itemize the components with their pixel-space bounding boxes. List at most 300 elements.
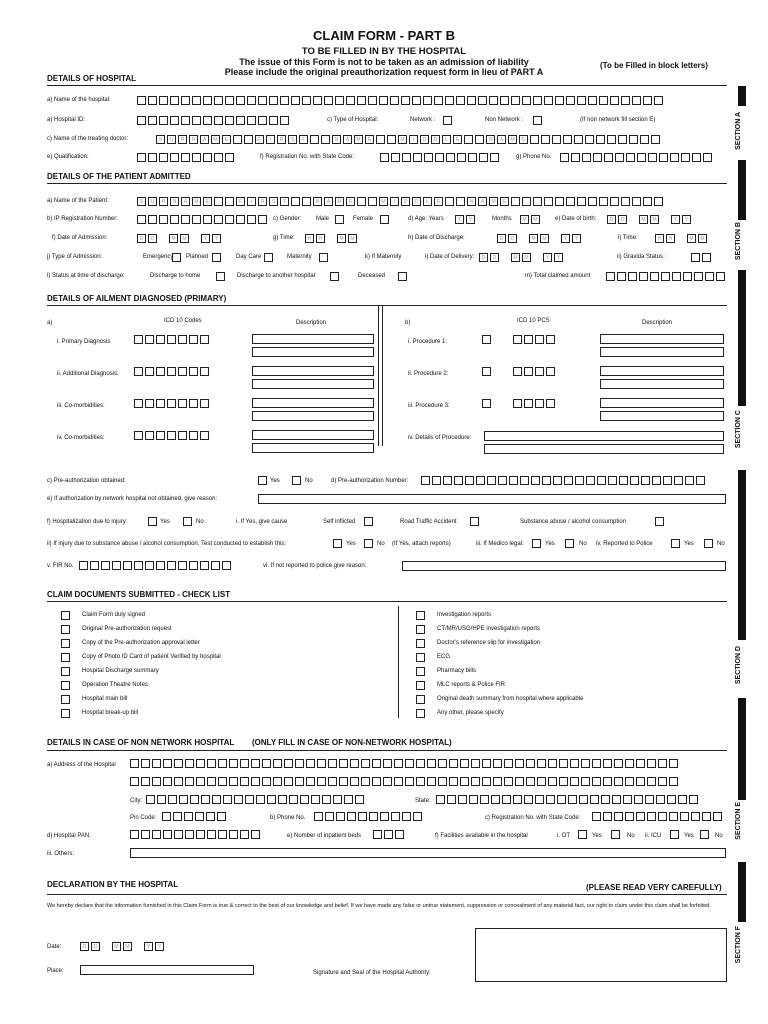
letter-box[interactable]: M (335, 197, 344, 206)
letter-box[interactable] (643, 197, 652, 206)
letter-box[interactable] (174, 759, 183, 768)
letter-box[interactable] (391, 812, 400, 821)
letter-box[interactable] (621, 197, 630, 206)
letter-box[interactable]: D (401, 197, 410, 206)
letter-box[interactable]: Y (455, 215, 464, 224)
letter-box[interactable] (680, 812, 689, 821)
letter-box[interactable] (504, 759, 513, 768)
city-boxes[interactable] (146, 795, 364, 804)
ip-reg-boxes[interactable] (137, 215, 267, 224)
letter-box[interactable]: Y (682, 215, 691, 224)
letter-box[interactable] (559, 777, 568, 786)
letter-box[interactable] (325, 812, 334, 821)
letter-box[interactable]: D (148, 234, 157, 243)
letter-box[interactable] (445, 197, 454, 206)
letter-box[interactable] (383, 759, 392, 768)
letter-box[interactable]: D (137, 234, 146, 243)
letter-box[interactable] (233, 135, 242, 144)
letter-box[interactable]: H (305, 234, 314, 243)
male-checkbox[interactable] (335, 215, 344, 224)
letter-box[interactable] (530, 135, 539, 144)
letter-box[interactable] (434, 96, 443, 105)
letter-box[interactable] (157, 795, 166, 804)
letter-box[interactable]: R (277, 135, 286, 144)
comorb1-boxes[interactable] (134, 399, 209, 408)
letter-box[interactable] (467, 96, 476, 105)
letter-box[interactable] (490, 153, 499, 162)
letter-box[interactable] (302, 197, 311, 206)
pin-boxes[interactable] (162, 812, 226, 821)
letter-box[interactable] (586, 476, 595, 485)
letter-box[interactable] (555, 96, 564, 105)
letter-box[interactable] (526, 759, 535, 768)
checklist-item[interactable] (61, 622, 221, 636)
letter-box[interactable] (482, 759, 491, 768)
letter-box[interactable] (566, 96, 575, 105)
letter-box[interactable] (658, 777, 667, 786)
letter-box[interactable] (148, 153, 157, 162)
letter-box[interactable] (670, 153, 679, 162)
letter-box[interactable] (256, 795, 265, 804)
checklist-checkbox[interactable] (416, 709, 425, 718)
letter-box[interactable] (387, 135, 396, 144)
letter-box[interactable] (273, 777, 282, 786)
letter-box[interactable] (476, 476, 485, 485)
letter-box[interactable] (601, 795, 610, 804)
injury-yes-checkbox[interactable] (148, 517, 157, 526)
letter-box[interactable] (328, 777, 337, 786)
patient-name-boxes[interactable] (137, 197, 663, 206)
letter-box[interactable] (178, 399, 187, 408)
letter-box[interactable] (146, 795, 155, 804)
letter-box[interactable] (317, 759, 326, 768)
letter-box[interactable] (498, 476, 507, 485)
letter-box[interactable] (696, 476, 705, 485)
letter-box[interactable] (610, 96, 619, 105)
hospital-id-boxes[interactable] (137, 116, 289, 125)
letter-box[interactable] (504, 777, 513, 786)
letter-box[interactable] (200, 335, 209, 344)
letter-box[interactable] (401, 96, 410, 105)
letter-box[interactable]: U (167, 135, 176, 144)
letter-box[interactable] (570, 777, 579, 786)
letter-box[interactable]: F (236, 197, 245, 206)
reason-field[interactable] (258, 494, 726, 504)
letter-box[interactable]: M (508, 135, 517, 144)
letter-box[interactable] (632, 197, 641, 206)
letter-box[interactable] (167, 431, 176, 440)
letter-box[interactable] (524, 399, 533, 408)
letter-box[interactable]: M (180, 234, 189, 243)
letter-box[interactable] (612, 795, 621, 804)
letter-box[interactable] (559, 759, 568, 768)
letter-box[interactable] (357, 197, 366, 206)
letter-box[interactable] (361, 777, 370, 786)
letter-box[interactable]: I (266, 135, 275, 144)
letter-box[interactable] (152, 759, 161, 768)
checklist-checkbox[interactable] (61, 653, 70, 662)
letter-box[interactable] (306, 759, 315, 768)
letter-box[interactable] (310, 135, 319, 144)
letter-box[interactable]: Y (201, 234, 210, 243)
letter-box[interactable] (702, 812, 711, 821)
letter-box[interactable] (167, 561, 176, 570)
letter-box[interactable] (145, 367, 154, 376)
letter-box[interactable] (258, 116, 267, 125)
letter-box[interactable] (156, 561, 165, 570)
letter-box[interactable] (181, 96, 190, 105)
letter-box[interactable] (240, 830, 249, 839)
letter-box[interactable] (640, 135, 649, 144)
letter-box[interactable] (214, 215, 223, 224)
letter-box[interactable] (203, 215, 212, 224)
letter-box[interactable] (513, 795, 522, 804)
letter-box[interactable] (449, 759, 458, 768)
dod-boxes[interactable] (497, 234, 581, 243)
letter-box[interactable] (535, 335, 544, 344)
time2-boxes[interactable] (655, 234, 707, 243)
preauth-yes-checkbox[interactable] (258, 476, 267, 485)
letter-box[interactable] (491, 795, 500, 804)
letter-box[interactable] (674, 476, 683, 485)
letter-box[interactable] (513, 367, 522, 376)
letter-box[interactable] (344, 795, 353, 804)
letter-box[interactable] (557, 795, 566, 804)
additional-diag-desc-1[interactable] (252, 366, 374, 376)
letter-box[interactable] (112, 561, 121, 570)
fir-boxes[interactable] (79, 561, 231, 570)
letter-box[interactable] (156, 431, 165, 440)
letter-box[interactable] (214, 96, 223, 105)
letter-box[interactable]: M (698, 234, 707, 243)
letter-box[interactable] (548, 777, 557, 786)
letter-box[interactable]: D (490, 253, 499, 262)
checklist-item[interactable] (61, 650, 221, 664)
letter-box[interactable] (661, 272, 670, 281)
checklist-checkbox[interactable] (61, 667, 70, 676)
letter-box[interactable] (603, 759, 612, 768)
letter-box[interactable] (469, 795, 478, 804)
signature-seal-box[interactable] (475, 928, 727, 982)
letter-box[interactable] (203, 153, 212, 162)
proc1-boxes[interactable] (513, 335, 555, 344)
letter-box[interactable] (190, 795, 199, 804)
checklist-checkbox[interactable] (61, 625, 70, 634)
letter-box[interactable] (258, 215, 267, 224)
letter-box[interactable] (447, 795, 456, 804)
letter-box[interactable] (192, 153, 201, 162)
f-date-boxes[interactable] (80, 942, 164, 951)
letter-box[interactable] (515, 759, 524, 768)
emergency-checkbox[interactable] (172, 253, 181, 262)
letter-box[interactable] (652, 476, 661, 485)
letter-box[interactable] (189, 561, 198, 570)
letter-box[interactable] (218, 759, 227, 768)
letter-box[interactable]: M (639, 215, 648, 224)
hospital-name-boxes[interactable] (137, 96, 663, 105)
checklist-checkbox[interactable] (416, 639, 425, 648)
letter-box[interactable] (636, 812, 645, 821)
letter-box[interactable] (654, 197, 663, 206)
letter-box[interactable]: M (354, 135, 363, 144)
letter-box[interactable] (229, 830, 238, 839)
comorb1-desc-2[interactable] (252, 411, 374, 421)
letter-box[interactable] (379, 96, 388, 105)
address-boxes-2[interactable] (130, 777, 678, 786)
letter-box[interactable] (524, 367, 533, 376)
letter-box[interactable] (185, 759, 194, 768)
letter-box[interactable] (178, 431, 187, 440)
letter-box[interactable] (625, 812, 634, 821)
letter-box[interactable]: H (655, 234, 664, 243)
letter-box[interactable] (145, 561, 154, 570)
letter-box[interactable] (251, 759, 260, 768)
letter-box[interactable] (599, 197, 608, 206)
comorb2-desc-1[interactable] (252, 430, 374, 440)
letter-box[interactable] (178, 561, 187, 570)
letter-box[interactable] (493, 759, 502, 768)
letter-box[interactable] (416, 759, 425, 768)
letter-box[interactable]: L (423, 197, 432, 206)
letter-box[interactable] (621, 96, 630, 105)
letter-box[interactable] (575, 476, 584, 485)
letter-box[interactable] (629, 135, 638, 144)
letter-box[interactable] (159, 153, 168, 162)
letter-box[interactable] (162, 812, 171, 821)
letter-box[interactable] (618, 135, 627, 144)
letter-box[interactable] (189, 367, 198, 376)
rta-checkbox[interactable] (470, 517, 479, 526)
letter-box[interactable] (460, 777, 469, 786)
letter-box[interactable] (570, 759, 579, 768)
police-no-checkbox[interactable] (704, 539, 713, 548)
letter-box[interactable] (394, 777, 403, 786)
letter-box[interactable] (438, 759, 447, 768)
medico-no-checkbox[interactable] (565, 539, 574, 548)
letter-box[interactable] (626, 153, 635, 162)
letter-box[interactable] (493, 777, 502, 786)
letter-box[interactable] (350, 777, 359, 786)
letter-box[interactable] (482, 777, 491, 786)
letter-box[interactable]: D (412, 197, 421, 206)
injury-no-checkbox[interactable] (183, 517, 192, 526)
letter-box[interactable] (548, 759, 557, 768)
to-hospital-checkbox[interactable] (330, 272, 339, 281)
letter-box[interactable] (311, 795, 320, 804)
letter-box[interactable] (479, 153, 488, 162)
additional-diag-desc-2[interactable] (252, 379, 374, 389)
letter-box[interactable] (487, 476, 496, 485)
letter-box[interactable] (358, 812, 367, 821)
letter-box[interactable] (79, 561, 88, 570)
letter-box[interactable] (563, 135, 572, 144)
letter-box[interactable] (373, 830, 382, 839)
letter-box[interactable] (218, 830, 227, 839)
letter-box[interactable]: Y (572, 234, 581, 243)
letter-box[interactable]: S (288, 135, 297, 144)
letter-box[interactable] (500, 96, 509, 105)
letter-box[interactable] (449, 777, 458, 786)
letter-box[interactable] (564, 476, 573, 485)
letter-box[interactable]: R (159, 197, 168, 206)
letter-box[interactable] (566, 197, 575, 206)
gravida-boxes[interactable] (691, 253, 711, 262)
letter-box[interactable] (412, 96, 421, 105)
letter-box[interactable] (168, 795, 177, 804)
letter-box[interactable]: M (489, 197, 498, 206)
letter-box[interactable] (167, 335, 176, 344)
letter-box[interactable] (148, 96, 157, 105)
letter-box[interactable] (273, 759, 282, 768)
letter-box[interactable]: S (137, 197, 146, 206)
letter-box[interactable]: Y (155, 942, 164, 951)
letter-box[interactable]: I (409, 135, 418, 144)
letter-box[interactable] (593, 153, 602, 162)
checklist-checkbox[interactable] (416, 625, 425, 634)
registration-boxes[interactable] (380, 153, 499, 162)
letter-box[interactable] (513, 335, 522, 344)
letter-box[interactable] (163, 777, 172, 786)
letter-box[interactable] (372, 759, 381, 768)
letter-box[interactable] (244, 135, 253, 144)
letter-box[interactable] (546, 399, 555, 408)
letter-box[interactable] (456, 197, 465, 206)
letter-box[interactable] (542, 476, 551, 485)
letter-box[interactable] (300, 795, 309, 804)
letter-box[interactable]: M (529, 234, 538, 243)
icu-box[interactable] (670, 830, 679, 839)
letter-box[interactable] (689, 795, 698, 804)
letter-box[interactable] (390, 96, 399, 105)
letter-box[interactable] (599, 96, 608, 105)
letter-box[interactable] (471, 777, 480, 786)
letter-box[interactable] (654, 96, 663, 105)
letter-box[interactable] (546, 367, 555, 376)
additional-diag-boxes[interactable] (134, 367, 209, 376)
letter-box[interactable] (607, 135, 616, 144)
letter-box[interactable] (663, 476, 672, 485)
letter-box[interactable] (468, 153, 477, 162)
self-inflicted-checkbox[interactable] (364, 517, 373, 526)
letter-box[interactable] (173, 812, 182, 821)
letter-box[interactable] (211, 561, 220, 570)
letter-box[interactable]: M (687, 234, 696, 243)
letter-box[interactable]: E (346, 197, 355, 206)
letter-box[interactable] (314, 812, 323, 821)
letter-box[interactable]: A (343, 135, 352, 144)
letter-box[interactable] (552, 135, 561, 144)
letter-box[interactable] (163, 830, 172, 839)
letter-box[interactable]: D (91, 942, 100, 951)
comorb2-desc-2[interactable] (252, 443, 374, 453)
letter-box[interactable]: M (192, 197, 201, 206)
letter-box[interactable]: M (379, 197, 388, 206)
checklist-item[interactable] (416, 678, 583, 692)
letter-box[interactable] (137, 153, 146, 162)
letter-box[interactable]: A (324, 197, 333, 206)
checklist-checkbox[interactable] (416, 667, 425, 676)
letter-box[interactable] (537, 777, 546, 786)
letter-box[interactable] (672, 272, 681, 281)
letter-box[interactable]: Y (561, 234, 570, 243)
checklist-checkbox[interactable] (61, 611, 70, 620)
letter-box[interactable] (189, 335, 198, 344)
letter-box[interactable] (614, 812, 623, 821)
letter-box[interactable] (137, 215, 146, 224)
qualification-boxes[interactable] (137, 153, 234, 162)
letter-box[interactable] (625, 777, 634, 786)
letter-box[interactable] (174, 830, 183, 839)
letter-box[interactable] (617, 272, 626, 281)
letter-box[interactable] (465, 476, 474, 485)
letter-box[interactable] (181, 215, 190, 224)
doa-boxes[interactable] (137, 234, 221, 243)
letter-box[interactable] (148, 215, 157, 224)
proc3-desc-1[interactable] (600, 398, 724, 408)
letter-box[interactable] (291, 96, 300, 105)
letter-box[interactable] (659, 153, 668, 162)
letter-box[interactable] (383, 777, 392, 786)
time-boxes[interactable] (305, 234, 357, 243)
letter-box[interactable] (716, 272, 725, 281)
letter-box[interactable] (639, 272, 648, 281)
letter-box[interactable] (637, 153, 646, 162)
letter-box[interactable] (645, 795, 654, 804)
proc2-box[interactable] (482, 367, 491, 376)
letter-box[interactable] (471, 759, 480, 768)
letter-box[interactable] (384, 830, 393, 839)
letter-box[interactable]: E (222, 135, 231, 144)
place-field[interactable] (80, 965, 254, 975)
letter-box[interactable] (339, 777, 348, 786)
letter-box[interactable] (196, 777, 205, 786)
address-boxes-1[interactable] (130, 759, 678, 768)
proc3-boxes[interactable] (513, 399, 555, 408)
letter-box[interactable] (416, 777, 425, 786)
letter-box[interactable] (225, 215, 234, 224)
letter-box[interactable] (218, 777, 227, 786)
letter-box[interactable] (251, 830, 260, 839)
deceased-checkbox[interactable] (398, 272, 407, 281)
letter-box[interactable] (604, 153, 613, 162)
letter-box[interactable] (445, 96, 454, 105)
letter-box[interactable]: M (540, 234, 549, 243)
letter-box[interactable] (280, 116, 289, 125)
letter-box[interactable] (614, 777, 623, 786)
others-field[interactable] (130, 848, 726, 858)
letter-box[interactable] (588, 96, 597, 105)
letter-box[interactable] (229, 759, 238, 768)
letter-box[interactable] (702, 253, 711, 262)
letter-box[interactable] (229, 777, 238, 786)
letter-box[interactable] (152, 830, 161, 839)
letter-box[interactable] (610, 197, 619, 206)
letter-box[interactable] (647, 759, 656, 768)
age-years-boxes[interactable] (455, 215, 475, 224)
letter-box[interactable]: Y (543, 253, 552, 262)
letter-box[interactable] (280, 96, 289, 105)
letter-box[interactable] (614, 759, 623, 768)
letter-box[interactable] (615, 153, 624, 162)
letter-box[interactable]: R (258, 197, 267, 206)
letter-box[interactable] (574, 135, 583, 144)
letter-box[interactable]: S (156, 135, 165, 144)
letter-box[interactable] (328, 759, 337, 768)
letter-box[interactable] (134, 335, 143, 344)
letter-box[interactable] (192, 116, 201, 125)
letter-box[interactable] (427, 777, 436, 786)
letter-box[interactable] (200, 367, 209, 376)
